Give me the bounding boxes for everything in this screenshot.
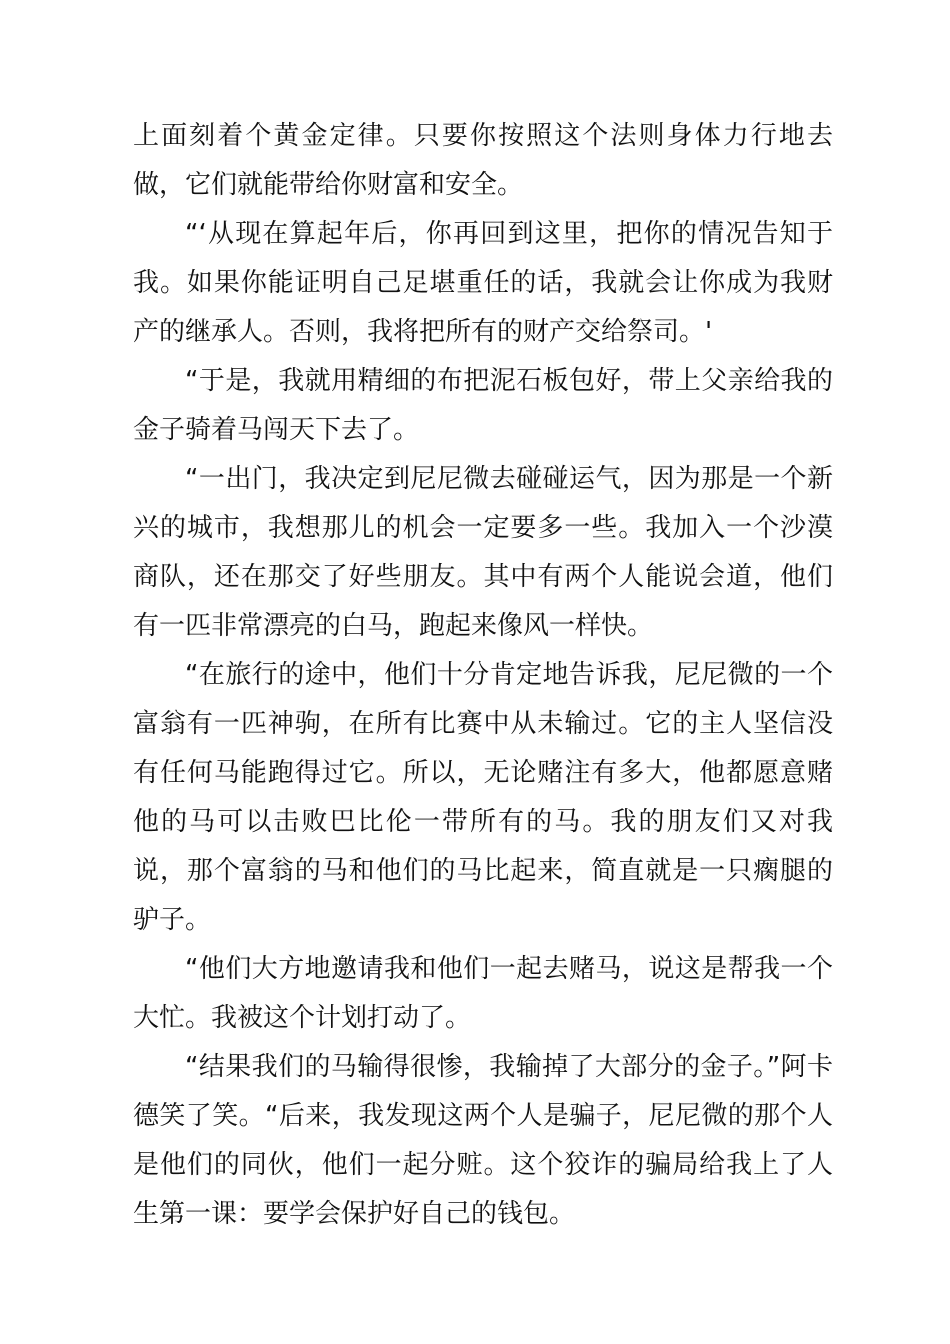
paragraph-7: “结果我们的马输得很惨，我输掉了大部分的金子。”阿卡德笑了笑。“后来，我发现这两个人是骗子，尼尼微的那个人是他们的同伙，他们一起分赃。这个狡诈的骗局给我上了人生第一课：要学会保护好自己的钱包。	[133, 1052, 833, 1229]
paragraph-2: “‘从现在算起年后，你再回到这里，把你的情况告知于我。如果你能证明自己足堪重任的话，我就会让你成为我财产的继承人。否则，我将把所有的财产交给祭司。'	[133, 219, 833, 347]
paragraph-1: 上面刻着个黄金定律。只要你按照这个法则身体力行地去做，它们就能带给你财富和安全。	[133, 121, 833, 200]
paragraph-3: “于是，我就用精细的布把泥石板包好，带上父亲给我的金子骑着马闯天下去了。	[133, 366, 833, 445]
paragraph-5: “在旅行的途中，他们十分肯定地告诉我，尼尼微的一个富翁有一匹神驹，在所有比赛中从未输过。它的主人坚信没有任何马能跑得过它。所以，无论赌注有多大，他都愿意赌他的马可以击败巴比伦一带所有的马。我的朋友们又对我说，那个富翁的马和他们的马比起来，简直就是一只瘸腿的驴子。	[133, 660, 833, 935]
paragraph-6: “他们大方地邀请我和他们一起去赌马，说这是帮我一个大忙。我被这个计划打动了。	[133, 954, 833, 1033]
body-text	[133, 112, 833, 1239]
paragraph-4: “一出门，我决定到尼尼微去碰碰运气，因为那是一个新兴的城市，我想那儿的机会一定要多一些。我加入一个沙漠商队，还在那交了好些朋友。其中有两个人能说会道，他们有一匹非常漂亮的白马，跑起来像风一样快。	[133, 464, 833, 641]
